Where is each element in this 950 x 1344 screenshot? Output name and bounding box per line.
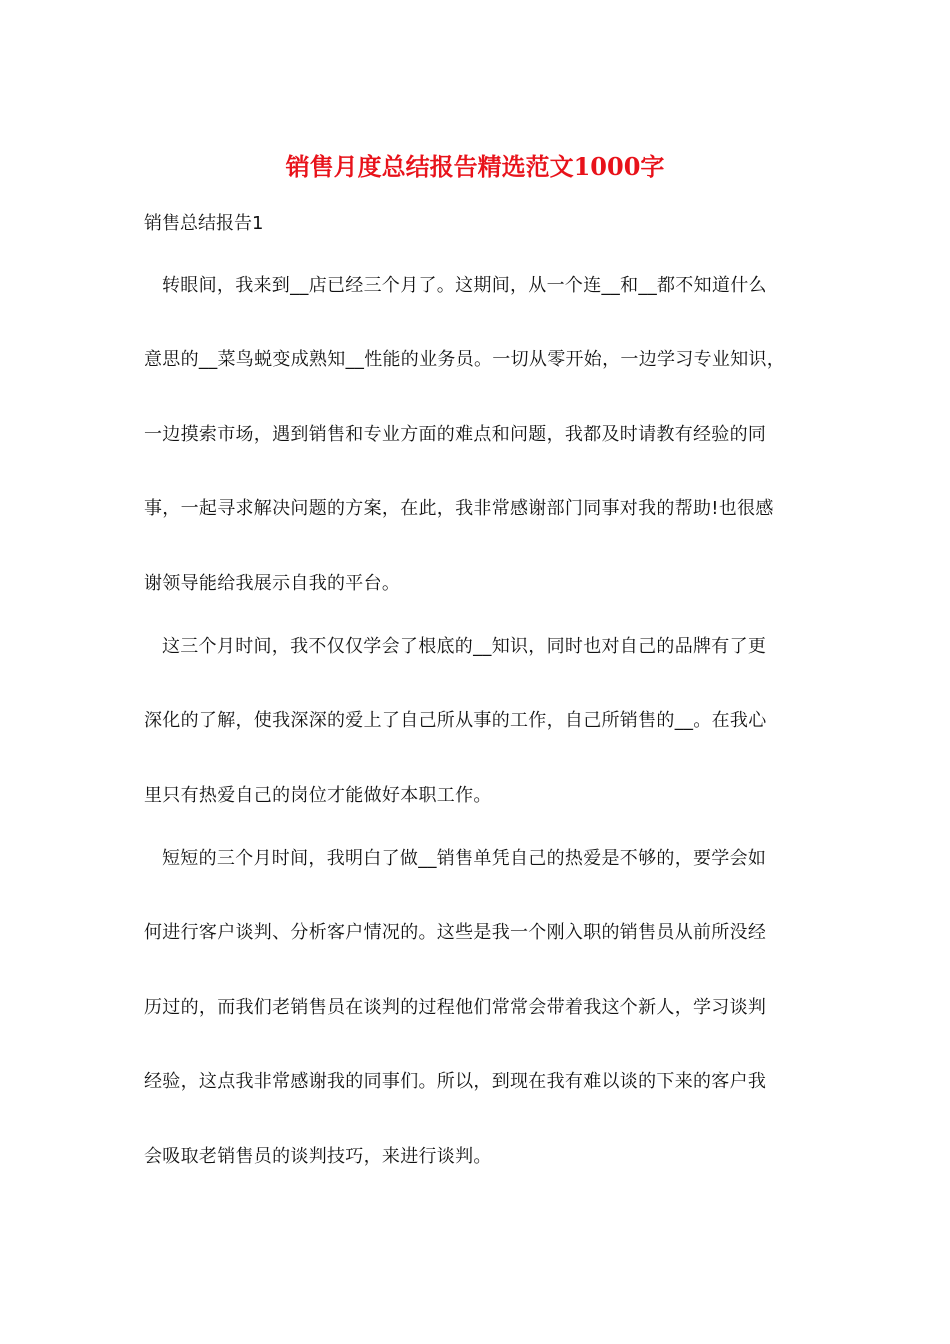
- paragraph-1-line-5: 谢领导能给我展示自我的平台。: [144, 573, 401, 594]
- paragraph-2-line-1: 这三个月时间，我不仅仅学会了根底的__知识，同时也对自己的品牌有了更: [162, 636, 767, 657]
- paragraph-3-line-1: 短短的三个月时间，我明白了做__销售单凭自己的热爱是不够的，要学会如: [162, 848, 767, 869]
- paragraph-1-line-3: 一边摸索市场，遇到销售和专业方面的难点和问题，我都及时请教有经验的同: [144, 424, 767, 445]
- paragraph-3-line-4: 经验，这点我非常感谢我的同事们。所以，到现在我有难以谈的下来的客户我: [144, 1071, 767, 1092]
- paragraph-3-line-5: 会吸取老销售员的谈判技巧，来进行谈判。: [144, 1146, 492, 1167]
- paragraph-3-line-3: 历过的，而我们老销售员在谈判的过程他们常常会带着我这个新人，学习谈判: [144, 997, 767, 1018]
- paragraph-1-line-1: 转眼间，我来到__店已经三个月了。这期间，从一个连__和__都不知道什么: [162, 275, 767, 296]
- paragraph-3-line-2: 何进行客户谈判、分析客户情况的。这些是我一个刚入职的销售员从前所没经: [144, 922, 767, 943]
- paragraph-2-line-2: 深化的了解，使我深深的爱上了自己所从事的工作，自己所销售的__。在我心: [144, 710, 767, 731]
- paragraph-1-line-2: 意思的__菜鸟蜕变成熟知__性能的业务员。一切从零开始，一边学习专业知识，: [144, 349, 786, 370]
- paragraph-2-line-3: 里只有热爱自己的岗位才能做好本职工作。: [144, 785, 492, 806]
- section-heading: 销售总结报告1: [144, 213, 264, 234]
- document-title: 销售月度总结报告精选范文1000字: [285, 152, 665, 181]
- paragraph-1-line-4: 事，一起寻求解决问题的方案，在此，我非常感谢部门同事对我的帮助!也很感: [144, 498, 774, 519]
